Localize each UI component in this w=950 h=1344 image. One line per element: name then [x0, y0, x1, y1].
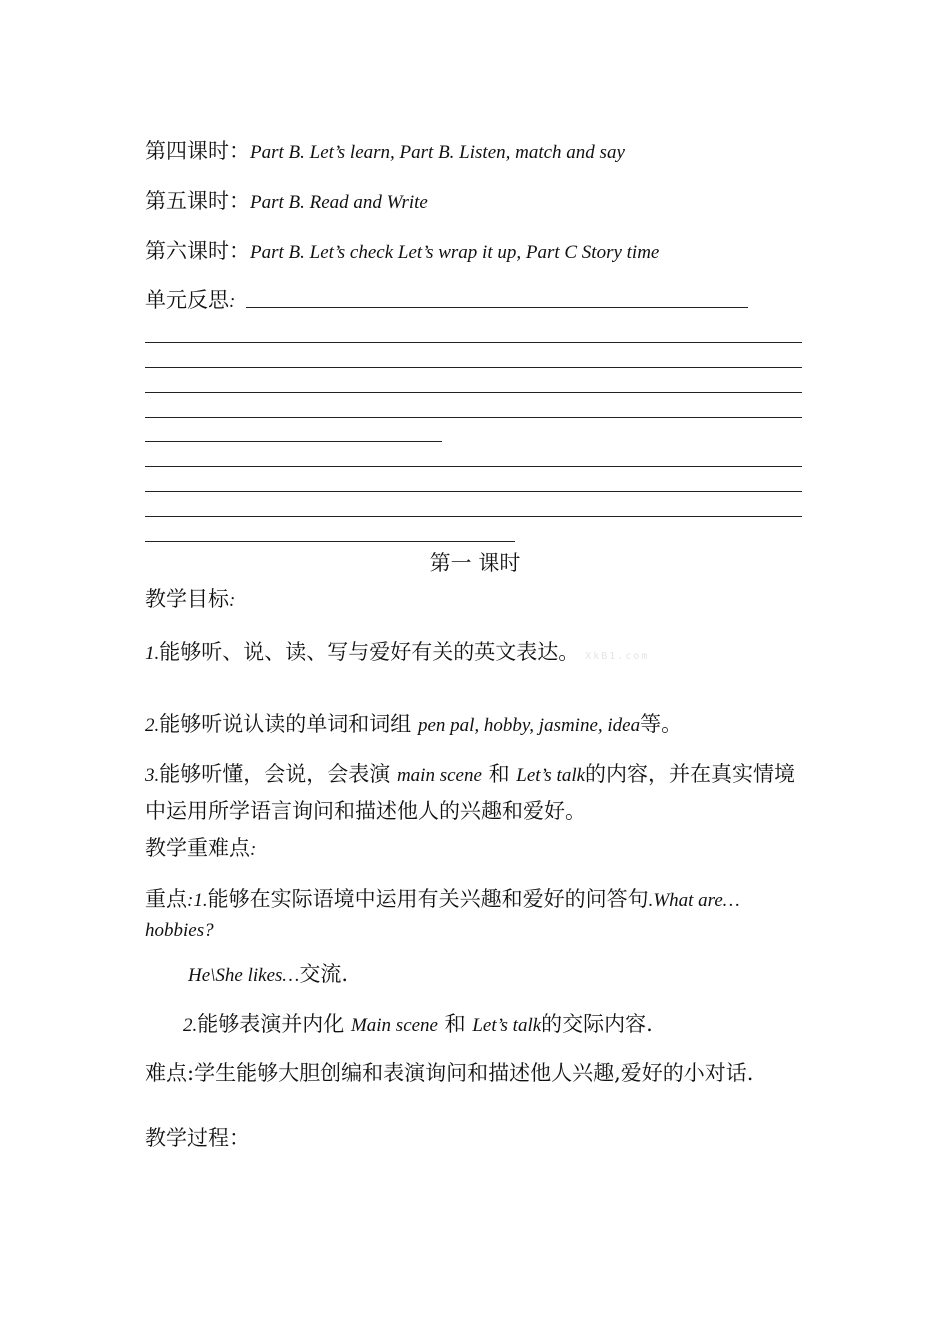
objective-3-post: 的内容，并在真实情境 — [585, 762, 796, 786]
reflection-line-6 — [145, 466, 802, 467]
reflection-line-0 — [246, 307, 748, 308]
reflection-line-3 — [145, 392, 802, 393]
keypoints-heading-text: 教学重难点 — [145, 836, 250, 860]
lesson-5 — [145, 185, 428, 215]
focus-1-line2: hobbies? — [145, 920, 214, 941]
objective-1-num: 1. — [145, 643, 160, 664]
focus-1-en: .What are… — [648, 890, 740, 911]
difficulty-label: 难点 — [145, 1061, 187, 1085]
lesson-5-label: 第五课时： — [145, 189, 250, 213]
reflection-line-4 — [145, 417, 802, 418]
objective-2 — [145, 708, 682, 738]
reflection-heading — [145, 284, 235, 314]
focus-2 — [183, 1008, 653, 1038]
keypoints-colon: : — [250, 839, 257, 860]
difficulty-text-2: ,爱好的小对话. — [614, 1061, 754, 1085]
reflection-line-7 — [145, 491, 802, 492]
reflection-line-8 — [145, 516, 802, 517]
focus-1-line3 — [188, 958, 348, 988]
lesson-6-label: 第六课时： — [145, 239, 250, 263]
objective-3-pre: 能够听懂，会说，会表演 — [159, 762, 397, 786]
objective-3-line2: 中运用所学语言询问和描述他人的兴趣和爱好。 — [145, 799, 586, 823]
objective-2-post: 等。 — [640, 712, 683, 736]
reflection-line-2 — [145, 367, 802, 368]
focus-1 — [145, 883, 740, 913]
lesson-6 — [145, 235, 659, 265]
watermark-text: XkB1.com — [585, 651, 650, 662]
focus-2-pre: 能够表演并内化 — [197, 1012, 351, 1036]
reflection-line-5 — [145, 441, 442, 442]
focus-2-en2: Let’s talk — [472, 1015, 542, 1036]
difficulty — [145, 1057, 753, 1087]
difficulty-text-1: :学生能够大胆创编和表演询问和描述他人兴趣 — [187, 1061, 615, 1085]
objective-3-num: 3. — [145, 765, 160, 786]
focus-2-mid: 和 — [438, 1012, 473, 1036]
lesson-4-label: 第四课时： — [145, 139, 250, 163]
focus-1-num: :1. — [187, 890, 208, 911]
objective-2-pre: 能够听说认读的单词和词组 — [159, 712, 418, 736]
reflection-label: 单元反思 — [145, 288, 229, 312]
reflection-colon: : — [229, 291, 236, 312]
objectives-colon: : — [229, 590, 236, 611]
objective-2-en: pen pal, hobby, jasmine, idea — [417, 715, 641, 736]
objective-3-en1: main scene — [396, 765, 482, 786]
objective-1 — [145, 636, 649, 666]
lesson-4-content: Part B. Let’s learn, Part B. Listen, match and say — [250, 142, 625, 163]
keypoints-heading — [145, 832, 256, 862]
reflection-line-9 — [145, 541, 515, 542]
focus-1-line3-post: 交流. — [299, 962, 349, 986]
objective-1-text: 能够听、说、读、写与爱好有关的英文表达。 — [159, 640, 580, 664]
focus-1-text: 能够在实际语境中运用有关兴趣和爱好的问答句 — [207, 887, 649, 911]
objective-3 — [145, 758, 795, 788]
objectives-heading-text: 教学目标 — [145, 587, 229, 611]
focus-2-post: 的交际内容. — [541, 1012, 653, 1036]
lesson-5-content: Part B. Read and Write — [250, 192, 428, 213]
section-title: 第一 课时 — [429, 551, 521, 575]
objectives-heading — [145, 583, 235, 613]
objective-2-num: 2. — [145, 715, 160, 736]
process-heading: 教学过程： — [145, 1126, 250, 1150]
focus-1-line3-en: He\She likes… — [188, 965, 300, 986]
lesson-4 — [145, 135, 625, 165]
lesson-6-content: Part B. Let’s check Let’s wrap it up, Part C Story time — [250, 242, 660, 263]
objective-3-mid: 和 — [481, 762, 517, 786]
focus-2-en1: Main scene — [350, 1015, 438, 1036]
focus-2-num: 2. — [183, 1015, 198, 1036]
reflection-line-1 — [145, 342, 802, 343]
focus-label: 重点 — [145, 887, 187, 911]
objective-3-en2: Let’s talk — [516, 765, 586, 786]
